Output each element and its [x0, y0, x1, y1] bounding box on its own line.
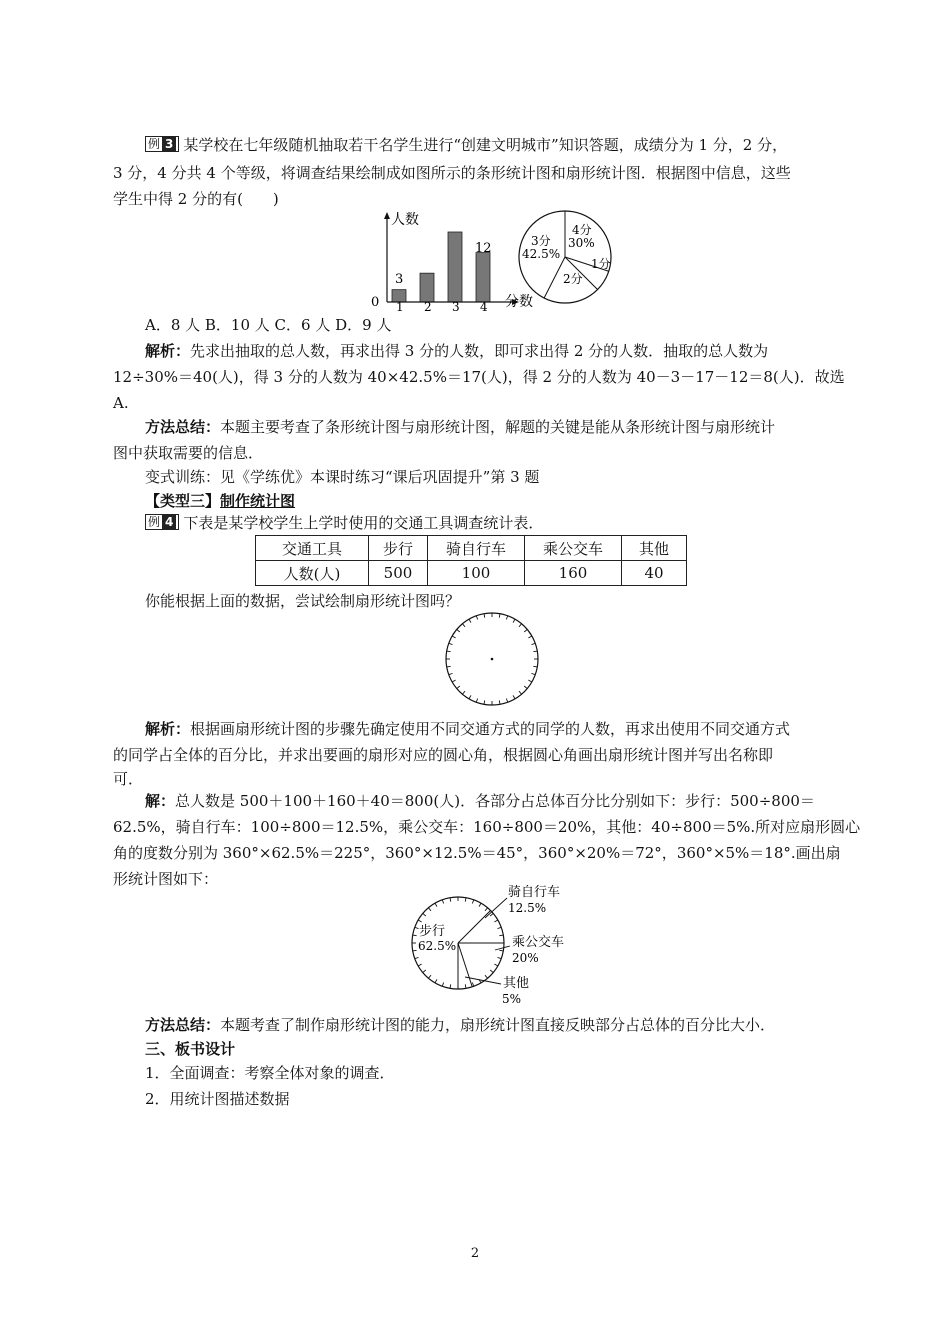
pie-chart-small	[515, 207, 615, 307]
x-tick-2: 2	[424, 300, 432, 312]
table-cell: 160	[525, 561, 622, 586]
analysis1-line1: 解析：先求出抽取的总人数，再求出得 3 分的人数，即可求出得 2 分的人数．抽取的总人数为	[145, 342, 769, 360]
example3-line2: 3 分，4 分共 4 个等级，将调查结果绘制成如图所示的条形统计图和扇形统计图．根据图中信息，这些	[113, 164, 791, 182]
tick-mark	[484, 614, 485, 618]
table-cell: 骑自行车	[428, 536, 525, 561]
tick-mark	[447, 666, 451, 667]
tick-mark	[524, 629, 527, 632]
tick-mark	[469, 695, 471, 698]
y-axis-label: 人数	[391, 212, 419, 228]
pie-label-4: 4分	[572, 223, 592, 237]
solution-line2: 62.5%，骑自行车：100÷800＝12.5%，乘公交车：160÷800＝20%，其他：40÷800＝5%.所对应扇形圆心	[113, 818, 861, 836]
tick-mark	[519, 691, 522, 694]
tick-mark	[499, 614, 500, 618]
tick-mark	[528, 636, 531, 638]
tick-mark	[449, 643, 453, 644]
analysis1-line3: A.	[113, 394, 129, 412]
tick-mark	[513, 695, 515, 698]
tick-mark	[462, 624, 465, 627]
tick-mark	[533, 666, 537, 667]
tick-mark	[476, 698, 477, 702]
pie-label-3: 3分	[531, 234, 551, 248]
tick-mark	[476, 616, 477, 620]
tick-mark	[452, 636, 455, 638]
pie-label-2: 2分	[563, 272, 583, 286]
bar-chart	[365, 210, 535, 312]
table-cell: 乘公交车	[525, 536, 622, 561]
type3-heading: 【类型三】制作统计图	[145, 492, 296, 510]
bar-3	[448, 232, 462, 302]
center-dot	[491, 658, 494, 661]
tick-mark	[506, 698, 507, 702]
analysis2-line1: 解析：根据画扇形统计图的步骤先确定使用不同交通方式的同学的人数，再求出使用不同交通方式	[145, 720, 791, 738]
x-tick-4: 4	[480, 300, 488, 312]
table-cell: 500	[369, 561, 428, 586]
example3-line1: 例 3 某学校在七年级随机抽取若干名学生进行“创建文明城市”知识答题，成绩分为 1 分，2 分，	[145, 132, 875, 158]
bar-annotation-1: 3	[395, 272, 404, 287]
x-tick-1: 1	[396, 300, 404, 312]
blank-pie-template	[442, 612, 542, 708]
tick-mark	[484, 700, 485, 704]
question-line: 你能根据上面的数据，尝试绘制扇形统计图吗？	[145, 592, 461, 610]
x-axis-label: 分数	[505, 294, 533, 310]
analysis2-line2: 的同学占全体的百分比，并求出要画的扇形对应的圆心角，根据圆心角画出扇形统计图并写出名称即	[113, 746, 774, 764]
example4-line: 例 4 下表是某学校学生上学时使用的交通工具调查统计表．	[145, 510, 875, 536]
analysis2-line3: 可．	[113, 770, 144, 788]
table-cell: 步行	[369, 536, 428, 561]
solution-line1: 解：总人数是 500＋100＋160＋40＝800(人)．各部分占总体百分比分别如下：步行：500÷800＝	[145, 792, 815, 810]
page-number: 2	[470, 1246, 480, 1261]
bar-annotation-4: 12	[475, 241, 492, 256]
tick-mark	[531, 643, 535, 644]
tick-mark	[469, 619, 471, 622]
tick-mark	[457, 686, 460, 689]
example-tag: 例 4	[145, 514, 179, 530]
table-header-row	[256, 536, 687, 561]
walk-pct: 62.5%	[418, 939, 457, 953]
solution-line3: 角的度数分别为 360°×62.5%＝225°，360°×12.5%＝45°，360°×20%＝72°，360°×5%＝18°.画出扇	[113, 844, 841, 862]
tick-mark	[524, 686, 527, 689]
example-tag: 例 3	[145, 136, 179, 152]
tick-mark	[499, 700, 500, 704]
table-cell: 100	[428, 561, 525, 586]
summary1-line1: 方法总结：本题主要考查了条形统计图与扇形统计图，解题的关键是能从条形统计图与扇形统计	[145, 418, 776, 436]
other-label: 其他	[503, 976, 530, 991]
solution-line4: 形统计图如下：	[113, 870, 219, 888]
table-cell: 其他	[622, 536, 687, 561]
tick-mark	[457, 629, 460, 632]
board-heading: 三、板书设计	[145, 1040, 236, 1058]
pie-chart-transport	[405, 880, 605, 1010]
table-row	[256, 561, 687, 586]
board-item1: 1．全面调查：考察全体对象的调查．	[145, 1064, 395, 1082]
tick-mark	[506, 616, 507, 620]
transport-table	[255, 535, 687, 586]
tick-mark	[513, 619, 515, 622]
walk-label: 步行	[419, 924, 446, 939]
tick-mark	[531, 673, 535, 674]
bar-2	[420, 273, 434, 302]
tick-mark	[452, 680, 455, 682]
x-tick-3: 3	[452, 300, 460, 312]
bus-pct: 20%	[512, 951, 539, 965]
tick-mark	[533, 651, 537, 652]
analysis1-line2: 12÷30%＝40(人)，得 3 分的人数为 40×42.5%＝17(人)，得 2 分的人数为 40－3－17－12＝8(人)．故选	[113, 368, 845, 386]
pie-pct-3: 42.5%	[522, 247, 561, 261]
other-pct: 5%	[502, 992, 522, 1006]
summary2-line: 方法总结：本题考查了制作扇形统计图的能力，扇形统计图直接反映部分占总体的百分比大小．	[145, 1016, 776, 1034]
summary1-line2: 图中获取需要的信息．	[113, 444, 264, 462]
board-item2: 2．用统计图描述数据	[145, 1090, 290, 1108]
bar-4	[476, 253, 490, 302]
variant-training: 变式训练：见《学练优》本课时练习“课后巩固提升”第 3 题	[145, 468, 540, 486]
bike-label: 骑自行车	[508, 885, 561, 900]
example3-line3: 学生中得 2 分的有( )	[113, 190, 279, 208]
table-cell: 交通工具	[256, 536, 369, 561]
tick-mark	[519, 624, 522, 627]
bus-label: 乘公交车	[512, 935, 565, 950]
y-axis-arrow	[384, 212, 390, 219]
origin-label: 0	[371, 295, 380, 310]
tick-mark	[462, 691, 465, 694]
table-cell: 40	[622, 561, 687, 586]
answer-options: A．8 人 B．10 人 C．6 人 D．9 人	[145, 316, 392, 334]
tick-mark	[447, 651, 451, 652]
tick-mark	[528, 680, 531, 682]
tick-mark	[449, 673, 453, 674]
pie-pct-4: 30%	[568, 236, 595, 250]
table-cell: 人数(人)	[256, 561, 369, 586]
pie-label-1: 1分	[591, 257, 611, 271]
bike-pct: 12.5%	[508, 901, 547, 915]
